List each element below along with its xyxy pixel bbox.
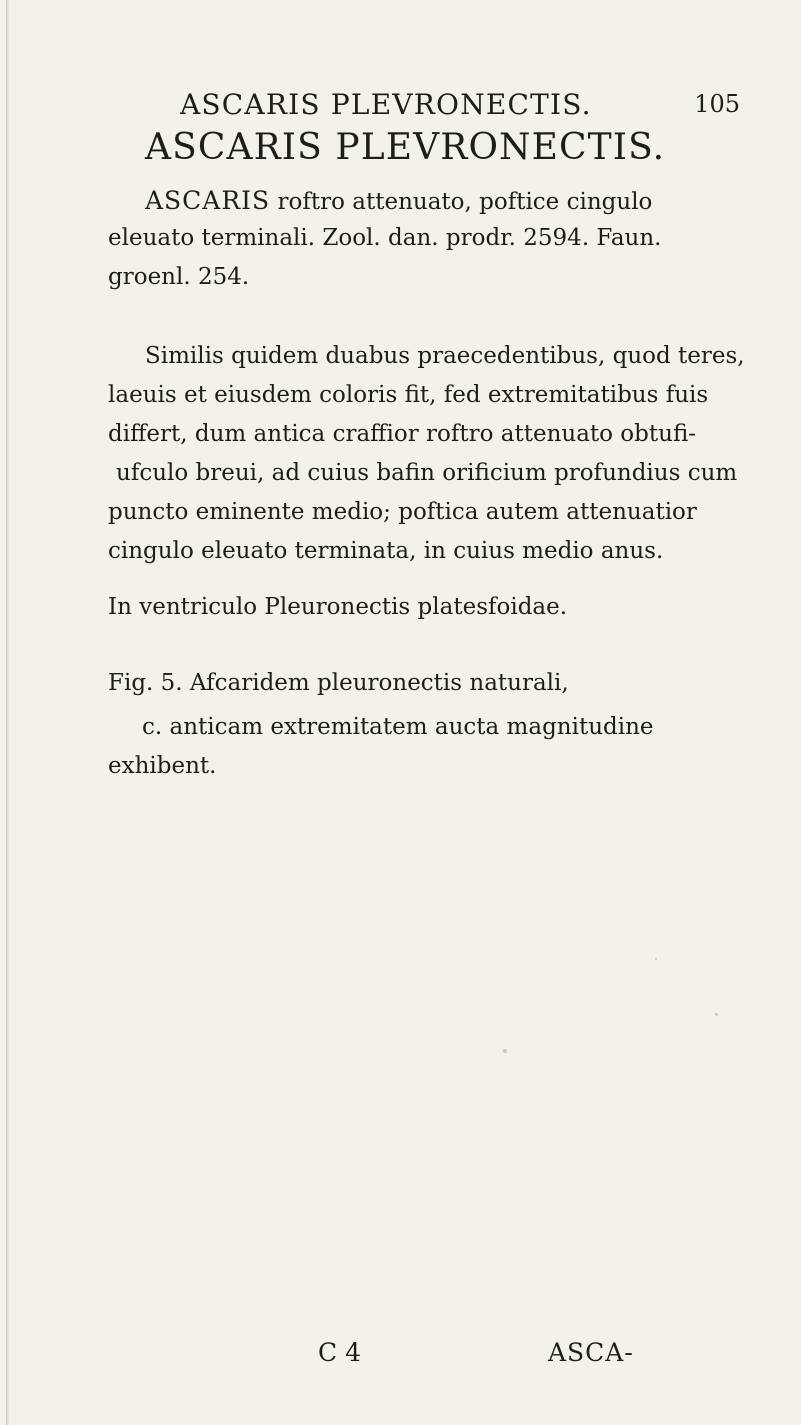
- running-head: [180, 88, 740, 128]
- paragraph-2-line-4: ufculo breui, ad cuius bafin orificium profundius cum: [116, 460, 738, 486]
- paper-speck: [503, 1049, 507, 1053]
- paragraph-1-line-1-text: roftro attenuato, poftice cingulo: [270, 189, 653, 215]
- paragraph-1-line-2: eleuato terminali. Zool. dan. prodr. 2594. Faun.: [108, 225, 662, 251]
- paragraph-1-line-3: groenl. 254.: [108, 264, 250, 290]
- paragraph-2-line-2: laeuis et eiusdem coloris fit, fed extremitatibus fuis: [108, 382, 709, 408]
- paragraph-2-line-5: puncto eminente medio; poftica autem attenuatior: [108, 499, 697, 525]
- running-head-title: ASCARIS PLEVRONECTIS.: [180, 88, 592, 121]
- paragraph-2-line-6: cingulo eleuato terminata, in cuius medio anus.: [108, 538, 664, 564]
- paragraph-2-line-3: differt, dum antica craffior roftro attenuato obtufi-: [108, 421, 697, 447]
- signature-mark: C 4: [318, 1338, 361, 1367]
- catchword: ASCA-: [548, 1338, 634, 1367]
- paragraph-1-line-1: [145, 188, 652, 214]
- figure-caption-line-2: c. anticam extremitatem aucta magnitudine: [142, 714, 654, 740]
- paragraph-1-lead-word: ASCARIS: [145, 186, 271, 215]
- figure-caption-line-1: Fig. 5. Afcaridem pleuronectis naturali,: [108, 670, 569, 696]
- paragraph-2-line-1: Similis quidem duabus praecedentibus, quod teres,: [145, 343, 745, 369]
- page-number: 105: [694, 90, 740, 118]
- paper-speck: [655, 958, 657, 960]
- main-title: ASCARIS PLEVRONECTIS.: [145, 127, 666, 168]
- figure-caption-line-3: exhibent.: [108, 753, 217, 779]
- page-edge-shadow: [6, 0, 9, 1425]
- paragraph-3-line-1: In ventriculo Pleuronectis platesfoidae.: [108, 594, 568, 620]
- paper-speck: [715, 1013, 718, 1016]
